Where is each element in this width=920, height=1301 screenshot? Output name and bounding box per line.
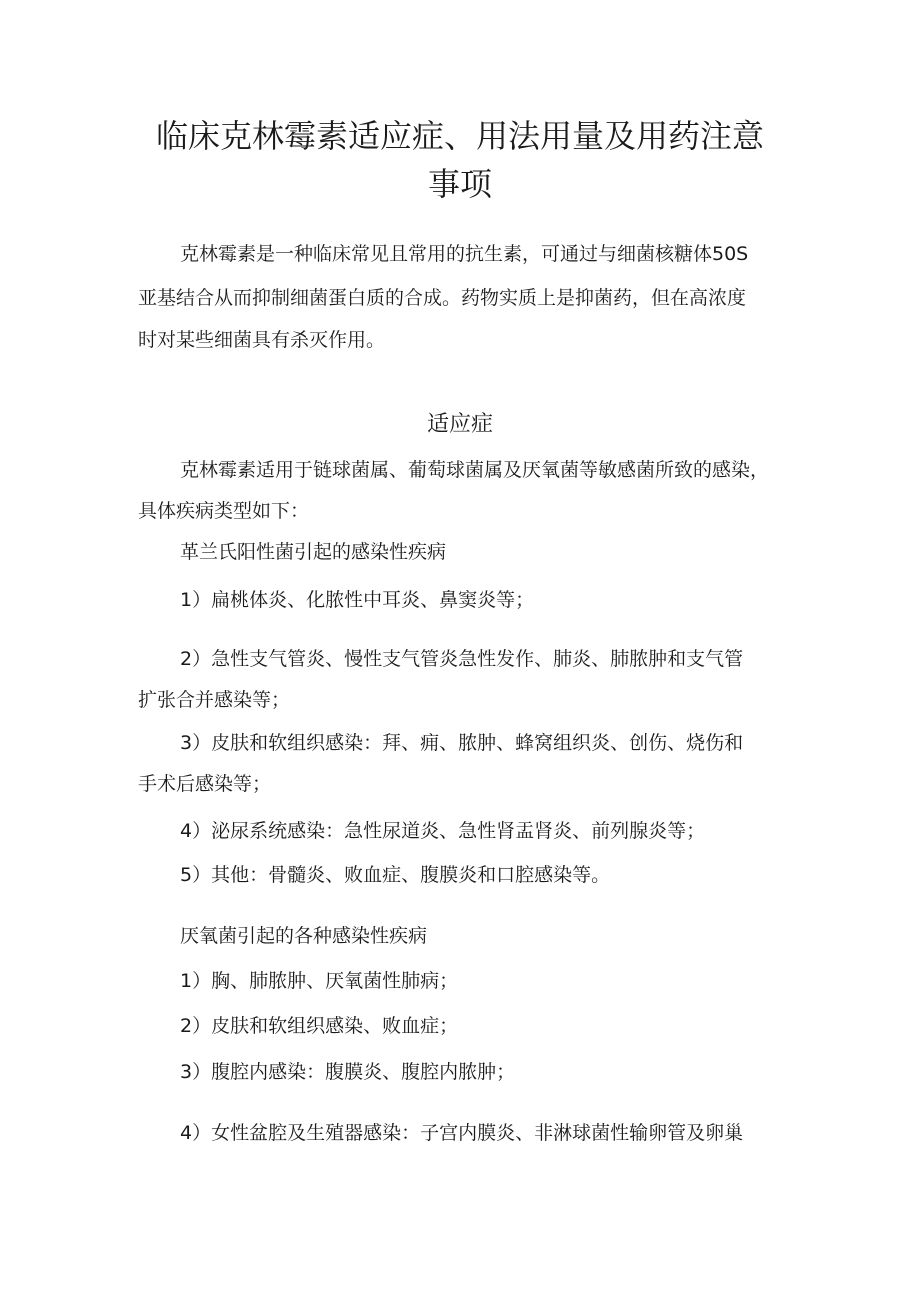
list-item: 1）胸、肺脓肿、厌氧菌性肺病；: [180, 970, 459, 992]
list-item: 4）女性盆腔及生殖器感染：子宫内膜炎、非淋球菌性输卵管及卵巢: [180, 1122, 744, 1144]
intro-line-2: 亚基结合从而抑制细菌蛋白质的合成。药物实质上是抑菌药，但在高浓度: [138, 287, 747, 309]
indications-lead-line-2: 具体疾病类型如下：: [138, 500, 310, 522]
list-item: 1）扁桃体炎、化脓性中耳炎、鼻窦炎等；: [180, 589, 535, 611]
intro-line-1: 克林霉素是一种临床常见且常用的抗生素，可通过与细菌核糖体50S: [180, 243, 749, 265]
subheading-gram-positive: 革兰氏阳性菌引起的感染性疾病: [180, 541, 447, 563]
subheading-anaerobic: 厌氧菌引起的各种感染性疾病: [180, 925, 428, 947]
list-item: 3）腹腔内感染：腹膜炎、腹腔内脓肿；: [180, 1061, 516, 1083]
list-item: 5）其他：骨髓炎、败血症、腹膜炎和口腔感染等。: [180, 864, 611, 886]
list-item: 2）急性支气管炎、慢性支气管炎急性发作、肺炎、肺脓肿和支气管: [180, 648, 744, 670]
list-item-continuation: 扩张合并感染等；: [138, 689, 291, 711]
section-heading-indications: 适应症: [426, 412, 493, 437]
intro-line-3: 时对某些细菌具有杀灭作用。: [138, 329, 386, 351]
title-line-1: 临床克林霉素适应症、用法用量及用药注意: [155, 117, 764, 155]
list-item: 4）泌尿系统感染：急性尿道炎、急性肾盂肾炎、前列腺炎等；: [180, 820, 706, 842]
document-title: [140, 112, 780, 208]
title-line-2: 事项: [427, 165, 492, 203]
list-item-continuation: 手术后感染等；: [138, 773, 272, 795]
list-item: 2）皮肤和软组织感染、败血症；: [180, 1015, 459, 1037]
list-item: 3）皮肤和软组织感染：拜、痈、脓肿、蜂窝组织炎、创伤、烧伤和: [180, 732, 744, 754]
indications-lead-line-1: 克林霉素适用于链球菌属、葡萄球菌属及厌氧菌等敏感菌所致的感染，: [180, 459, 770, 481]
